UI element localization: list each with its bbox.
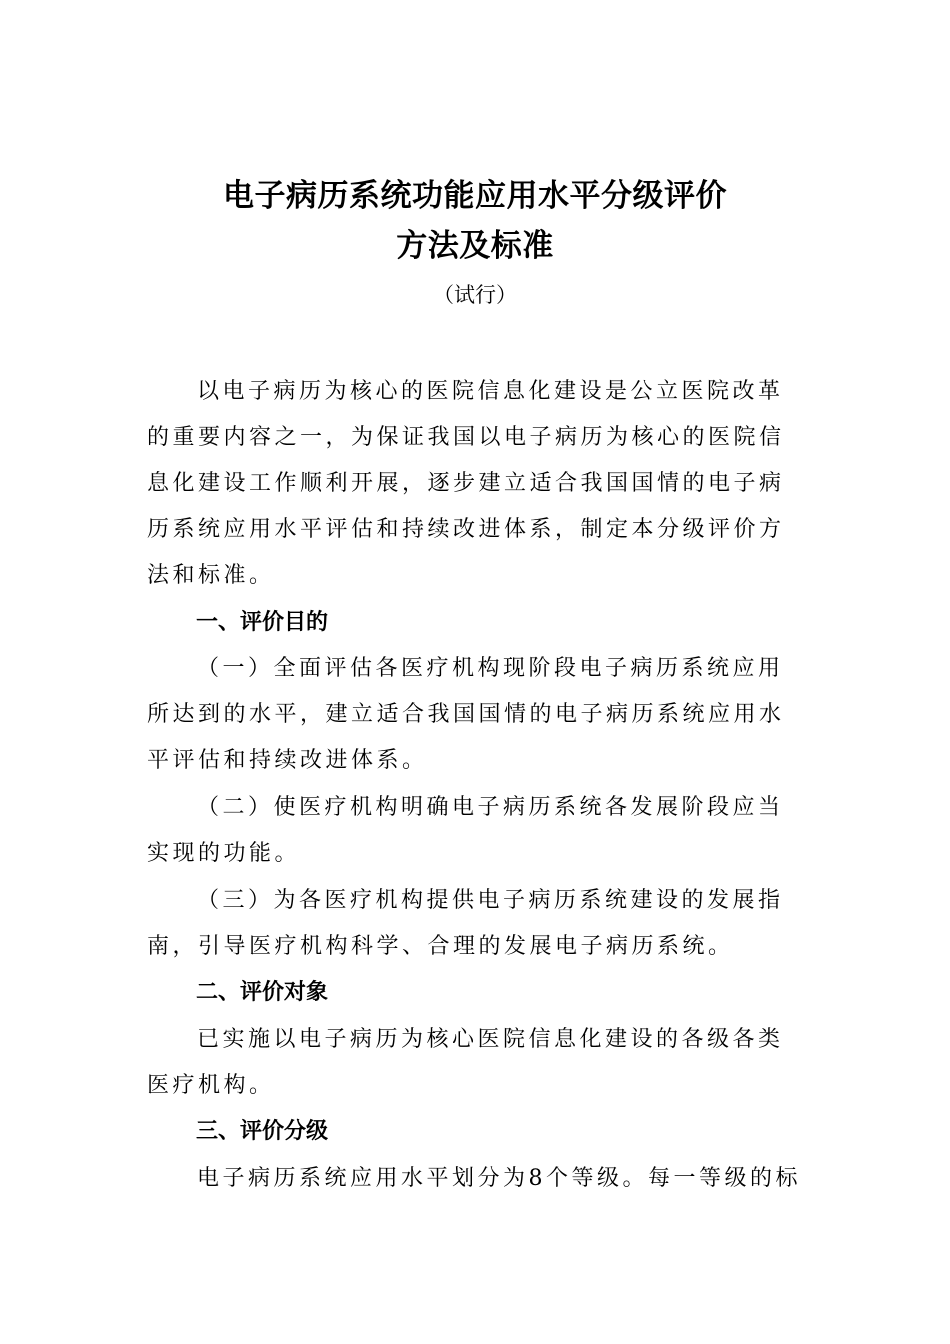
section3-paragraph: [147, 1156, 803, 1202]
text-line: 南，引导医疗机构科学、合理的发展电子病历系统。: [147, 934, 734, 959]
text-line: 电子病历系统应用水平划分为8个等级。每一等级的标: [197, 1166, 801, 1191]
section1-item1-paragraph: [147, 646, 803, 784]
text-line: （二）使医疗机构明确电子病历系统各发展阶段应当: [197, 795, 784, 820]
section-heading-1: 一、评价目的: [196, 610, 329, 635]
text-line: 历系统应用水平评估和持续改进体系，制定本分级评价方: [147, 517, 785, 542]
intro-paragraph: [147, 369, 803, 599]
text-line: 已实施以电子病历为核心医院信息化建设的各级各类: [197, 1027, 784, 1052]
section2-paragraph: [147, 1017, 803, 1109]
text-line: 实现的功能。: [147, 841, 301, 866]
document-subtitle: （试行）: [433, 283, 517, 307]
text-line: （一）全面评估各医疗机构现阶段电子病历系统应用: [197, 656, 784, 681]
text-line: 息化建设工作顺利开展，逐步建立适合我国国情的电子病: [147, 471, 785, 496]
section1-item2-paragraph: [147, 785, 803, 877]
section1-item3-paragraph: [147, 878, 803, 970]
text-line: 所达到的水平，建立适合我国国情的电子病历系统应用水: [147, 702, 785, 727]
text-line: 医疗机构。: [147, 1073, 275, 1098]
text-line: 以电子病历为核心的医院信息化建设是公立医院改革: [197, 379, 784, 404]
document-title-line2: 方法及标准: [396, 228, 554, 264]
text-line: 的重要内容之一，为保证我国以电子病历为核心的医院信: [147, 425, 785, 450]
text-line: （三）为各医疗机构提供电子病历系统建设的发展指: [197, 888, 784, 913]
document-title-line1: 电子病历系统功能应用水平分级评价: [223, 178, 727, 214]
section-heading-2: 二、评价对象: [196, 980, 329, 1005]
text-line: 法和标准。: [147, 563, 275, 588]
section-heading-3: 三、评价分级: [196, 1119, 329, 1144]
text-line: 平评估和持续改进体系。: [147, 748, 428, 773]
